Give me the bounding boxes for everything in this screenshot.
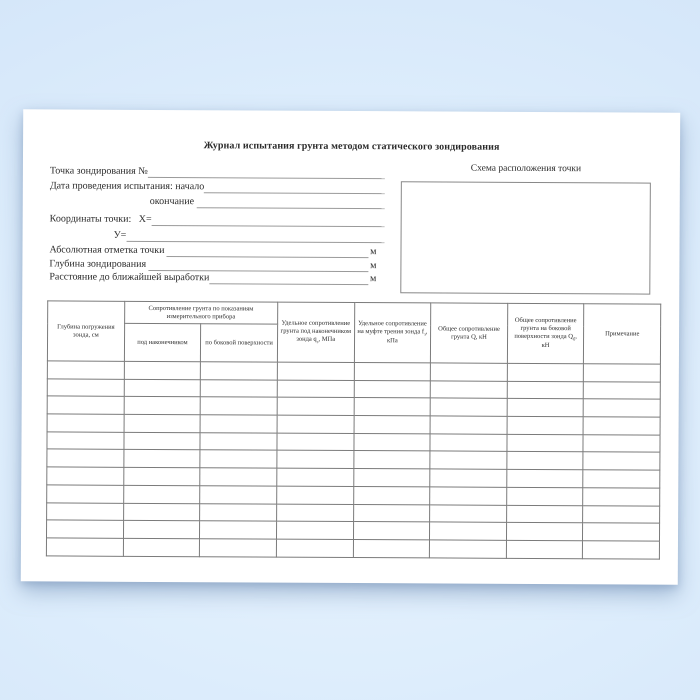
col-header-under-tip: под наконечником — [124, 323, 201, 361]
empty-cell — [123, 485, 200, 503]
empty-cell — [47, 396, 124, 414]
empty-cell — [276, 504, 353, 522]
field-blank-line — [126, 229, 384, 243]
field-unit: м — [370, 273, 377, 285]
empty-cell — [353, 504, 430, 522]
sounding-table-wrap — [46, 300, 661, 559]
field-label: Дата проведения испытания: начало — [49, 180, 205, 193]
empty-cell — [277, 486, 354, 504]
empty-cell — [583, 488, 660, 506]
empty-cell — [200, 415, 277, 433]
empty-cell — [583, 541, 660, 559]
empty-cell — [584, 364, 661, 382]
empty-cell — [506, 523, 583, 541]
field-label: Глубина зондирования — [49, 258, 149, 270]
empty-cell — [277, 397, 354, 415]
field-blank-line — [204, 180, 385, 194]
empty-cell — [200, 521, 277, 539]
form-field-row — [49, 243, 376, 258]
document-page — [21, 109, 680, 584]
empty-cell — [430, 381, 507, 399]
empty-cell — [354, 380, 431, 398]
subscript: б — [572, 336, 576, 342]
field-blank-line — [152, 213, 385, 227]
empty-cell — [47, 361, 124, 379]
empty-cell — [583, 470, 660, 488]
empty-cell — [430, 487, 507, 505]
empty-cell — [430, 469, 507, 487]
empty-cell — [430, 398, 507, 416]
subscript: з — [423, 331, 426, 337]
empty-cell — [506, 505, 583, 523]
field-label: Абсолютная отметка точки — [49, 244, 167, 257]
form-field-row — [50, 179, 385, 194]
empty-cell — [430, 451, 507, 469]
empty-cell — [507, 469, 584, 487]
field-blank-line — [197, 195, 385, 209]
empty-cell — [583, 452, 660, 470]
empty-cell — [430, 522, 507, 540]
empty-cell — [354, 398, 431, 416]
field-label: Координаты точки: X= — [49, 213, 152, 225]
field-blank-line — [149, 258, 369, 272]
empty-cell — [276, 539, 353, 557]
table-row — [46, 538, 659, 559]
empty-cell — [124, 432, 201, 450]
empty-cell — [200, 432, 277, 450]
col-header-lateral-resistance: Общее сопротивление грунта на боковой поверхности зонда $Q_б$, кН — [507, 303, 584, 363]
empty-cell — [47, 449, 124, 467]
empty-cell — [47, 432, 124, 450]
empty-cell — [277, 451, 354, 469]
empty-cell — [277, 415, 354, 433]
empty-cell — [507, 416, 584, 434]
empty-cell — [276, 521, 353, 539]
form-field-row — [50, 212, 385, 227]
empty-cell — [583, 434, 660, 452]
empty-cell — [507, 399, 584, 417]
empty-cell — [277, 380, 354, 398]
empty-cell — [123, 503, 200, 521]
field-label: У= — [113, 229, 127, 241]
form-field-row — [50, 164, 385, 179]
field-label: Расстояние до ближайшей выработки — [49, 271, 210, 284]
col-header-note: Примечание — [584, 304, 661, 364]
field-blank-line — [148, 165, 385, 179]
empty-cell — [277, 433, 354, 451]
empty-cell — [277, 468, 354, 486]
empty-cell — [123, 450, 200, 468]
empty-cell — [200, 503, 277, 521]
empty-cell — [124, 414, 201, 432]
col-header-total-resistance: Общее сопротивление грунта Q, кН — [431, 303, 508, 363]
sounding-table — [46, 300, 661, 559]
empty-cell — [47, 485, 124, 503]
col-header-sleeve-friction: Удельное сопротивление на муфте трения зонда $f_з$, кПа — [354, 303, 431, 363]
empty-cell — [277, 362, 354, 380]
empty-cell — [507, 452, 584, 470]
subscript: з — [316, 339, 319, 345]
empty-cell — [353, 486, 430, 504]
empty-cell — [46, 538, 123, 556]
empty-cell — [124, 379, 201, 397]
form-field-row — [50, 228, 385, 243]
empty-cell — [353, 522, 430, 540]
empty-cell — [200, 468, 277, 486]
empty-cell — [201, 362, 278, 380]
form-field-row — [49, 270, 376, 285]
empty-cell — [123, 467, 200, 485]
empty-cell — [353, 469, 430, 487]
empty-cell — [124, 397, 201, 415]
empty-cell — [507, 363, 584, 381]
empty-cell — [47, 414, 124, 432]
empty-cell — [430, 540, 507, 558]
empty-cell — [200, 450, 277, 468]
empty-cell — [353, 451, 430, 469]
empty-cell — [353, 539, 430, 557]
empty-cell — [354, 363, 431, 381]
empty-cell — [583, 505, 660, 523]
empty-cell — [200, 397, 277, 415]
field-blank-line — [167, 244, 368, 258]
empty-cell — [123, 520, 200, 538]
empty-cell — [430, 434, 507, 452]
field-unit: м — [370, 246, 377, 258]
empty-cell — [47, 379, 124, 397]
empty-cell — [583, 417, 660, 435]
empty-cell — [507, 434, 584, 452]
empty-cell — [430, 504, 507, 522]
empty-cell — [506, 487, 583, 505]
field-label: окончание — [149, 195, 197, 208]
schema-location-box — [400, 181, 651, 294]
empty-cell — [200, 379, 277, 397]
col-header-resistance-group: Сопротивление грунта по показаниям измерительного прибора — [124, 301, 277, 324]
col-header-depth: Глубина погружения зонда, см — [47, 301, 124, 361]
empty-cell — [506, 540, 583, 558]
col-header-specific-tip-resistance: Удельное сопротивление грунта под наконечником зонда $q_з$, МПа — [277, 302, 354, 362]
schema-box-title: Схема расположения точки — [470, 163, 582, 175]
empty-cell — [47, 467, 124, 485]
empty-cell — [124, 361, 201, 379]
empty-cell — [200, 539, 277, 557]
field-blank-line — [209, 271, 368, 285]
empty-cell — [200, 486, 277, 504]
empty-cell — [507, 381, 584, 399]
empty-cell — [123, 538, 200, 556]
empty-cell — [584, 381, 661, 399]
empty-cell — [583, 523, 660, 541]
col-header-lateral-surface: по боковой поверхности — [201, 324, 278, 362]
page-title: Журнал испытания грунта методом статического зондирования — [203, 140, 500, 153]
empty-cell — [47, 502, 124, 520]
empty-cell — [46, 520, 123, 538]
field-unit: м — [370, 260, 377, 272]
form-field-row — [50, 194, 385, 209]
empty-cell — [353, 433, 430, 451]
empty-cell — [584, 399, 661, 417]
empty-cell — [354, 416, 431, 434]
empty-cell — [430, 363, 507, 381]
empty-cell — [430, 416, 507, 434]
field-label: Точка зондирования № — [49, 165, 148, 177]
